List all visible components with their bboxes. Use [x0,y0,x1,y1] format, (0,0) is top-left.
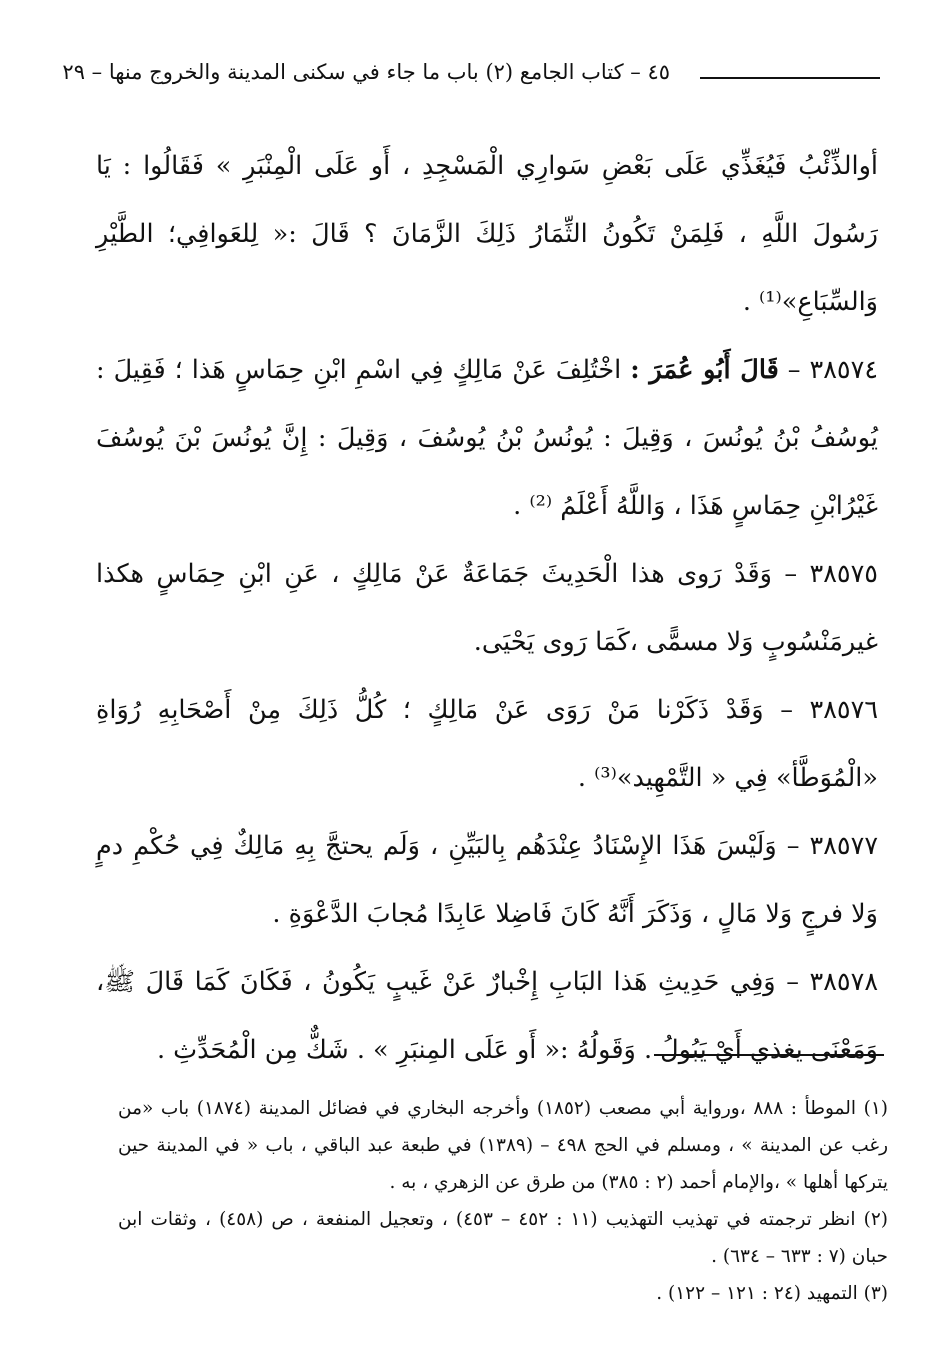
paragraph [96,540,878,676]
footnote: (٢) انظر ترجمته في تهذيب التهذيب (١١ : ٤٥٢ – ٤٥٣) ، وتعجيل المنفعة ، ص (٤٥٨) ، وثقات ابن حبان (٧ : ٦٣٣ – ٦٣٤) . [118,1209,888,1267]
paragraph-number: ٣٨٥٧٨ – [786,967,879,997]
paragraph [96,336,878,540]
paragraph-text: وَقَدْ ذَكَرْنا مَنْ رَوَى عَنْ مَالِكٍ ؛ كُلُّ ذَلِكَ مِنْ أَصْحَابِهِ رُوَاةِ «الْمُوَطَّأ» فِي « التَّمْهِيد»⁽³⁾ . [96,695,878,793]
paragraph-text: أوالذِّئْبُ فَيُغَذِّي عَلَى بَعْضِ سَوارِي الْمَسْجِدِ ، أَو عَلَى الْمِنْبَرِ » فَقَالُوا : يَا رَسُولَ اللَّهِ ، فَلِمَنْ تَكُونُ الثِّمَارُ ذَلِكَ الزَّمَانَ ؟ قَالَ :« لِلعَوافِي؛ الطَّيْرِ وَالسِّبَاعِ»⁽¹⁾ . [96,151,878,317]
paragraph-text: وَقَدْ رَوى هذا الْحَدِيثَ جَمَاعَةٌ عَنْ مَالِكٍ ، عَنِ ابْنِ حِمَاسٍ هكذا غيرمَنْسُوبٍ وَلا مسمًّى ،كَمَا رَوى يَحْيَى. [96,559,878,657]
paragraph-text: وَلَيْسَ هَذَا الإِسْنَادُ عِنْدَهُم بِالبَيِّنِ ، وَلَم يحتجَّ بِهِ مَالِكٌ فِي حُكْمِ دمٍ وَلا فرجٍ وَلا مَالٍ ، وَذَكَرَ أَنَّهُ كَانَ فَاضِلا عَابِدًا مُجابَ الدَّعْوَةِ . [96,831,878,929]
header-rule [700,77,880,79]
paragraph-text: اخْتُلِفَ عَنْ مَالِكٍ فِي اسْمِ ابْنِ حِمَاسٍ هَذا ؛ فَقِيلَ : يُوسُفُ بْنُ يُونُسَ ، وَقِيلَ : يُونُسُ بْنُ يُوسُفَ ، وَقِيلَ : إِنَّ يُونُسَ بْنَ يُوسُفَ غَيْرُابْنِ حِمَاسٍ هَذَا ، وَاللَّهُ أَعْلَمُ ⁽²⁾ . [96,355,878,521]
paragraph-number: ٣٨٥٧٧ – [786,831,879,861]
footnote: (٣) التمهيد (٢٤ : ١٢١ – ١٢٢) . [656,1283,888,1304]
footnote: (١) الموطأ : ٨٨٨ ،ورواية أبي مصعب (١٨٥٢) وأخرجه البخاري في فضائل المدينة (١٨٧٤) باب «من رغب عن المدينة » ، ومسلم في الحج ٤٩٨ – (١٣٨٩) في طبعة عبد الباقي ، باب « في المدينة حين يتركها أهلها » ،والإمام أحمد (٢ : ٣٨٥) من طرق عن الزهري ، به . [118,1098,889,1193]
main-text [96,132,878,1084]
running-header [62,60,880,96]
footnotes [118,1090,888,1312]
paragraph-lead: قَالَ أَبُو عُمَرَ : [630,355,779,385]
running-title: ٤٥ – كتاب الجامع (٢) باب ما جاء في سكنى المدينة والخروج منها – ٢٩ [62,60,670,84]
footnote-separator [654,1054,884,1056]
paragraph-number: ٣٨٥٧٤ – [787,355,879,385]
paragraph-number: ٣٨٥٧٦ – [780,695,879,725]
paragraph [96,676,878,812]
paragraph [96,948,878,1084]
paragraph-number: ٣٨٥٧٥ – [784,559,878,589]
paragraph [96,812,878,948]
paragraph [96,132,878,336]
paragraph-text: وَفِي حَدِيثِ هَذا البَابِ إِخْبارٌ عَنْ غَيبٍ يَكُونُ ، فَكَانَ كَمَا قَالَ ﷺ، وَمَعْنَى يغذي أَيْ يَبُولُ . وَقَولُهُ :« أَو عَلَى المِنبَرِ » . شَكٌّ مِن الْمُحَدِّثِ . [96,967,878,1065]
